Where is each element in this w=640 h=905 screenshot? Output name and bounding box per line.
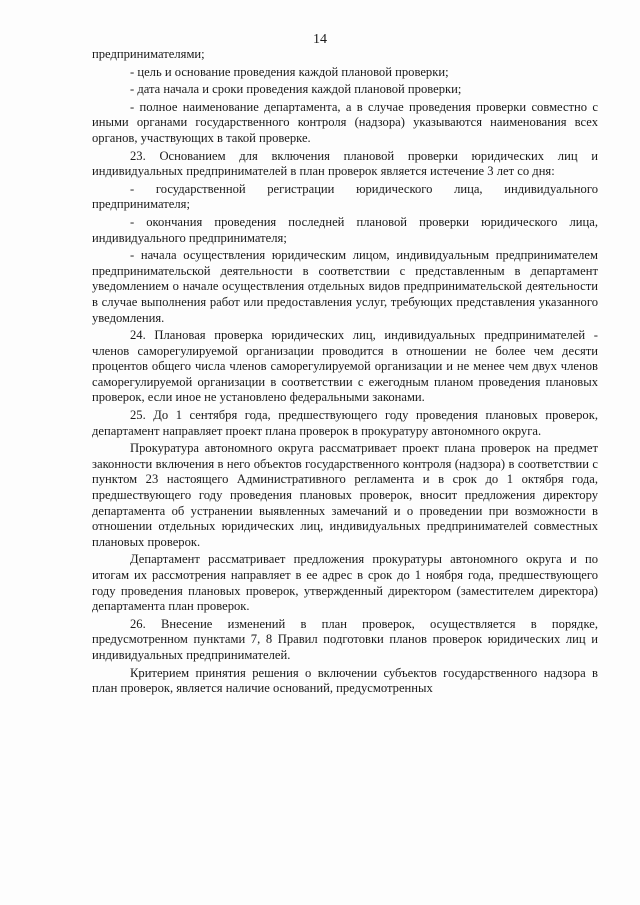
page-number: 14	[313, 32, 327, 47]
paragraph: предпринимателями;	[92, 47, 205, 61]
list-item: - полное наименование департамента, а в случае проведения проверки совместно с иными органами государственного контроля (надзора) указываются наименования всех органов, участвующих в такой проверке.	[92, 99, 598, 145]
paragraph: 24. Плановая проверка юридических лиц, индивидуальных предпринимателей - членов саморегулируемой организации проводится в отношении не более чем десяти процентов общего числа членов саморегулируемой организации и не менее чем двух членов саморегулируемой организации в соответствии с ежегодным планом проведения плановых проверок, если иное не установлено федеральными законами.	[92, 328, 598, 405]
list-item: - дата начала и сроки проведения каждой плановой проверки;	[130, 82, 462, 97]
paragraph: 25. До 1 сентября года, предшествующего году проведения плановых проверок, департамент направляет проект плана проверок в прокуратуру автономного округа.	[92, 408, 598, 438]
paragraph: Критерием принятия решения о включении субъектов государственного надзора в план проверок, является наличие оснований, предусмотренных	[92, 665, 598, 696]
paragraph: Прокуратура автономного округа рассматривает проект плана проверок на предмет законности включения в него объектов государственного контроля (надзора) в соответствии с пунктом 23 настоящего Административного регламента и в срок до 1 октября года, предшествующего году проведения плановых проверок, вносит предложения директору департамента об устранении выявленных замечаний и о проведении при возможности в отношении отдельных юридических лиц, индивидуальных предпринимателей совместных плановых проверок.	[92, 441, 598, 549]
paragraph: 26. Внесение изменений в план проверок, осуществляется в порядке, предусмотренном пунктами 7, 8 Правил подготовки планов проверок юридических лиц и индивидуальных предпринимателей.	[92, 616, 598, 662]
list-item: - цель и основание проведения каждой плановой проверки;	[130, 64, 449, 79]
list-item: - государственной регистрации юридического лица, индивидуального предпринимателя;	[92, 181, 598, 212]
list-item: - начала осуществления юридическим лицом, индивидуальным предпринимателем предпринимательской деятельности в соответствии с представленным в департамент уведомлением о начале осуществления отдельных видов предпринимательской деятельности в случае выполнения работ или предоставления услуг, требующих представления указанного уведомления.	[92, 248, 598, 325]
body-text	[92, 47, 598, 699]
paragraph: 23. Основанием для включения плановой проверки юридических лиц и индивидуальных предпринимателей в план проверок является истечение 3 лет со дня:	[92, 148, 598, 179]
paragraph: Департамент рассматривает предложения прокуратуры автономного округа и по итогам их рассмотрения направляет в ее адрес в срок до 1 ноября года, предшествующего году проведения плановых проверок, утвержденный директором (заместителем директора) департамента план проверок.	[92, 552, 598, 614]
list-item: - окончания проведения последней плановой проверки юридического лица, индивидуального предпринимателя;	[92, 214, 598, 245]
